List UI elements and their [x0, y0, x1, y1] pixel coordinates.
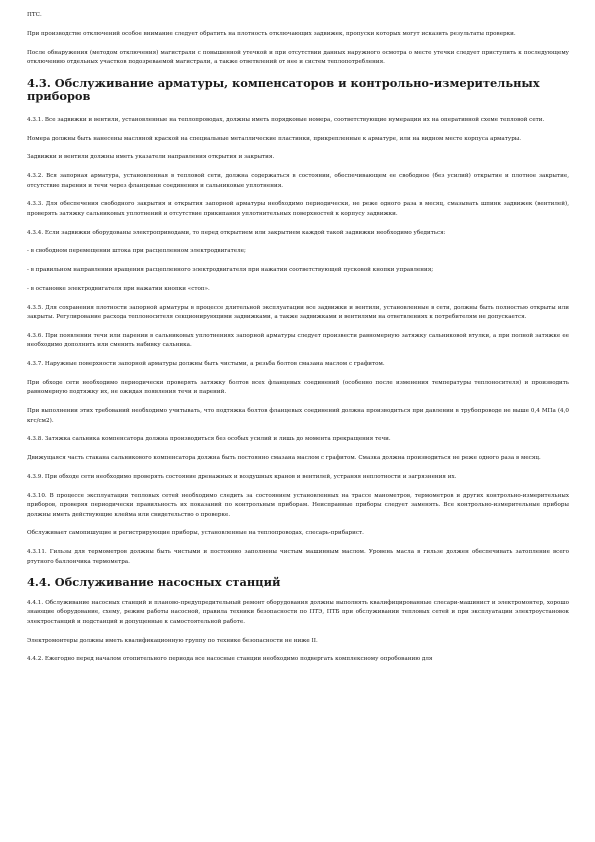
paragraph: При выполнении этих требований необходимо учитывать, что подтяжка болтов фланцевых соединений должна производиться при давлении в трубопроводе не выше 0,4 МПа (4,0 кгс/см2). [27, 408, 569, 424]
paragraph: После обнаружения (методом отключения) магистрали с повышенной утечкой и при отсутствии данных наружного осмотра о месте утечки следует приступить к последующему отключению отдельных участков подозреваемой магистрали, а также ответвлений от нее и систем теплопотребления. [27, 49, 569, 65]
paragraph: ПТС. [27, 12, 42, 18]
paragraph: 4.3.7. Наружные поверхности запорной арматуры должны быть чистыми, а резьба болтов смазана маслом с графитом. [27, 361, 385, 368]
paragraph: При производстве отключений особое внимание следует обратить на плотность отключающих задвижек, пропуски которых могут исказить результаты проверки. [27, 30, 516, 37]
paragraph: 4.3.1. Все задвижки и вентили, установленные на теплопроводах, должны иметь порядковые номера, соответствующие нумерации их на оперативной схеме тепловой сети. [27, 116, 545, 123]
paragraph: 4.3.8. Затяжка сальника компенсатора должна производиться без особых усилий и лишь до момента прекращения течи. [27, 436, 391, 443]
paragraph: При обходе сети необходимо периодически проверять затяжку болтов всех фланцевых соединений (особенно после изменения температуры теплоносителя) и производить равномерную подтяжку их, не ожидая появления течи и парений. [27, 379, 569, 396]
section-heading: 4.4. Обслуживание насосных станций [27, 575, 281, 590]
paragraph: 4.3.2. Вся запорная арматура, установленная в тепловой сети, должна содержаться в состоянии, обеспечивающем ее свободное (без усилий) открытие и плотное закрытие, отсутствие парения и течи через фланцевые соединения и сальниковые уплотнения. [27, 173, 569, 189]
paragraph: 4.3.5. Для сохранения плотности запорной арматуры в процессе длительной эксплуатации все задвижки и вентили, установленные в сети, должны быть полностью открыты или закрыты. Регулирование расхода теплоносителя секционирующими задвижками, а также задвижками и вентилями на ответвлениях к потребителям не допускается. [27, 304, 569, 321]
paragraph: 4.4.1. Обслуживание насосных станций и планово-предупредительный ремонт оборудования должны выполнять квалифицированные слесари-машинист и электромонтер, хорошо знающие оборудование, схему, режим работы насосной, правила техники безопасности по ПТЭ, ПТБ при обслуживании тепловых сетей и при эксплуатации электроустановок электростанций и подстанций и допущенные к самостоятельной работе. [27, 599, 569, 625]
paragraph: Движущаяся часть стакана сальникового компенсатора должна быть постоянно смазана маслом с графитом. Смазка должна производиться не реже одного раза в месяц. [27, 455, 541, 462]
paragraph: - в правильном направлении вращения расцепленного электродвигателя при нажатии соответствующей пусковой кнопки управления; [27, 267, 434, 274]
paragraph: Номера должны быть нанесены масляной краской на специальные металлические пластинки, прикрепленные к арматуре, или на видном месте корпуса арматуры. [27, 135, 522, 142]
paragraph: - в остановке электродвигателя при нажатии кнопки «стоп». [27, 285, 210, 292]
paragraph: Задвижки и вентили должны иметь указатели направления открытия и закрытия. [27, 154, 275, 161]
paragraph: 4.3.11. Гильзы для термометров должны быть чистыми и постоянно заполнены чистым машинным маслом. Уровень масла в гильзе должен обеспечивать затопление всего ртутного баллончика термометра. [27, 549, 569, 565]
paragraph: 4.3.6. При появлении течи или парении в сальниковых уплотнениях запорной арматуры следует произвести равномерную затяжку сальниковой втулки, а при полной затяжке ее необходимо дополнить или сменить набивку сальника. [27, 332, 569, 349]
paragraph: Электромонтеры должны иметь квалификационную группу по технике безопасности не ниже II. [27, 637, 318, 644]
paragraph: 4.3.4. Если задвижки оборудованы электроприводами, то перед открытием или закрытием каждой такой задвижки необходимо убедиться: [27, 229, 446, 236]
paragraph: 4.4.2. Ежегодно перед началом отопительного периода все насосные станции необходимо подвергать комплексному опробованию для [27, 656, 433, 663]
paragraph: 4.3.10. В процессе эксплуатации тепловых сетей необходимо следить за состоянием установленных на трассе манометров, термометров и других контрольно-измерительных приборов, проверяя периодически правильность их показаний по контрольным приборам. Неисправные приборы следует заменять. Все контрольно-измерительные приборы должны иметь действующие клейма или свидетельство о проверке. [27, 492, 569, 518]
paragraph: Обслуживает самопишущие и регистрирующие приборы, установленные на теплопроводах, слесарь-прибарист. [27, 530, 364, 537]
paragraph: 4.3.3. Для обеспечения свободного закрытия и открытия запорной арматуры необходимо периодически, не реже одного раза в месяц, смазывать шпинк задвижек (вентилей), проверять затяжку сальниковых уплотнений и отсутствие прикипания уплотнительных поверхностей к корпусу задвижки. [27, 201, 569, 217]
paragraph: 4.3.9. При обходе сети необходимо проверять состояние дренажных и воздушных кранов и вентилей, устраняя неплотности и загрязнения их. [27, 473, 457, 480]
section-heading: 4.3. Обслуживание арматуры, компенсаторов и контрольно-измерительных приборов [27, 75, 540, 104]
paragraph: - в свободном перемещении штока при расцепленном электродвигателе; [27, 248, 246, 255]
